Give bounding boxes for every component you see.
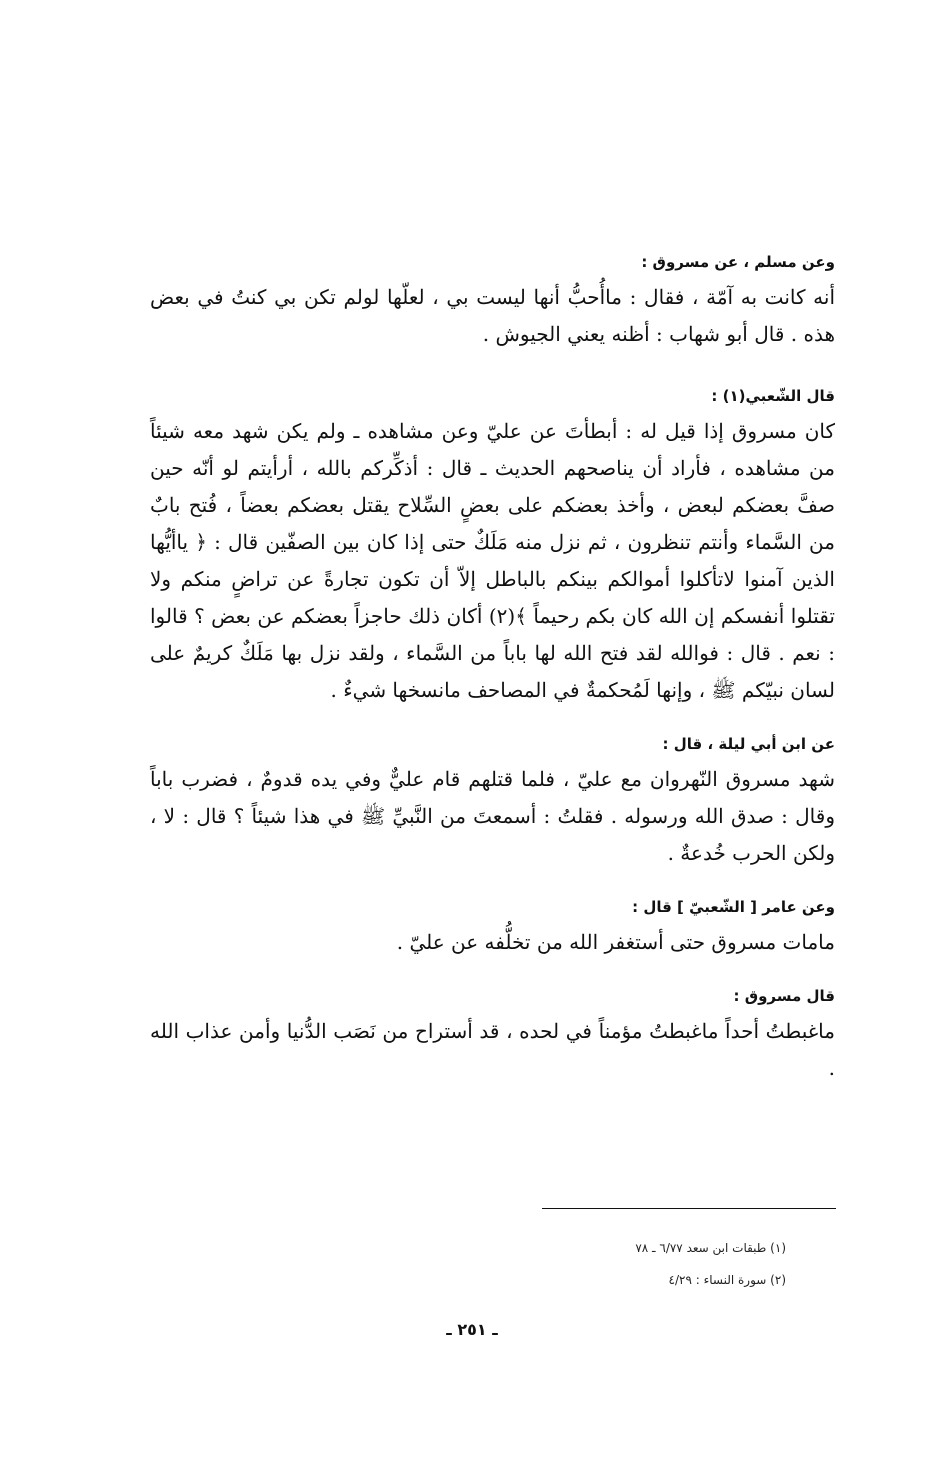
section-heading: وعن مسلم ، عن مسروق :: [641, 253, 835, 271]
section-paragraph: كان مسروق إذا قيل له : أبطأتَ عن عليّ وعن مشاهده ـ ولم يكن شهد معه شيئاً من مشاهده ، فأراد أن يناصحهم الحديث ـ قال : أذكِّركم بالله ، أرأيتم لو أنّه حين صفَّ بعضكم لبعض ، وأخذ بعضكم على بعضٍ السِّلاح يقتل بعضكم بعضاً ، فُتح بابٌ من السَّماء وأنتم تنظرون ، ثم نزل منه مَلَكٌ حتى إذا كان بين الصفّين قال : ﴿ ياأيُّها الذين آمنوا لاتأكلوا أموالكم بينكم بالباطل إلاّ أن تكون تجارةً عن تراضٍ منكم ولا تقتلوا أنفسكم إن الله كان بكم رحيماً ﴾(٢) أكان ذلك حاجزاً بعضكم عن بعض ؟ قالوا : نعم . قال : فوالله لقد فتح الله لها باباً من السَّماء ، ولقد نزل بها مَلَكٌ كريمٌ على لسان نبيّكم ﷺ ، وإنها لَمُحكمةٌ في المصاحف مانسخها شيءٌ .: [150, 419, 835, 702]
footnote: (١) طبقات ابن سعد ٦/٧٧ ـ ٧٨: [635, 1241, 786, 1255]
section-heading: قال مسروق :: [733, 987, 835, 1005]
section-paragraph: مامات مسروق حتى أستغفر الله من تخلُّفه عن عليّ .: [396, 930, 835, 954]
section-heading: قال الشّعبي(١) :: [711, 387, 835, 405]
section-heading: عن ابن أبي ليلة ، قال :: [662, 735, 835, 753]
page-number: ـ ٢٥١ ـ: [446, 1320, 498, 1339]
footnote: (٢) سورة النساء : ٤/٢٩: [668, 1273, 786, 1287]
section-heading: وعن عامر [ الشّعبيّ ] قال :: [632, 898, 835, 916]
footnotes: [450, 1232, 786, 1296]
section-paragraph: أنه كانت به آمّة ، فقال : ماأُحبُّ أنها ليست بي ، لعلّها لولم تكن بي كنتُ في بعض هذه . قال أبو شهاب : أظنه يعني الجيوش .: [150, 285, 835, 346]
page-body: [150, 245, 835, 1087]
footnote-divider: [542, 1208, 836, 1209]
section-paragraph: شهد مسروق النّهروان مع عليّ ، فلما قتلهم قام عليٌّ وفي يده قدومٌ ، فضرب باباً وقال : صدق الله ورسوله . فقلتُ : أسمعتَ من النَّبيِّ ﷺ في هذا شيئاً ؟ قال : لا ، ولكن الحرب خُدعةٌ .: [150, 767, 835, 865]
section-paragraph: ماغبطتُ أحداً ماغبطتُ مؤمناً في لحده ، قد أستراح من نَصَب الدُّنيا وأمن عذاب الله .: [150, 1019, 835, 1080]
